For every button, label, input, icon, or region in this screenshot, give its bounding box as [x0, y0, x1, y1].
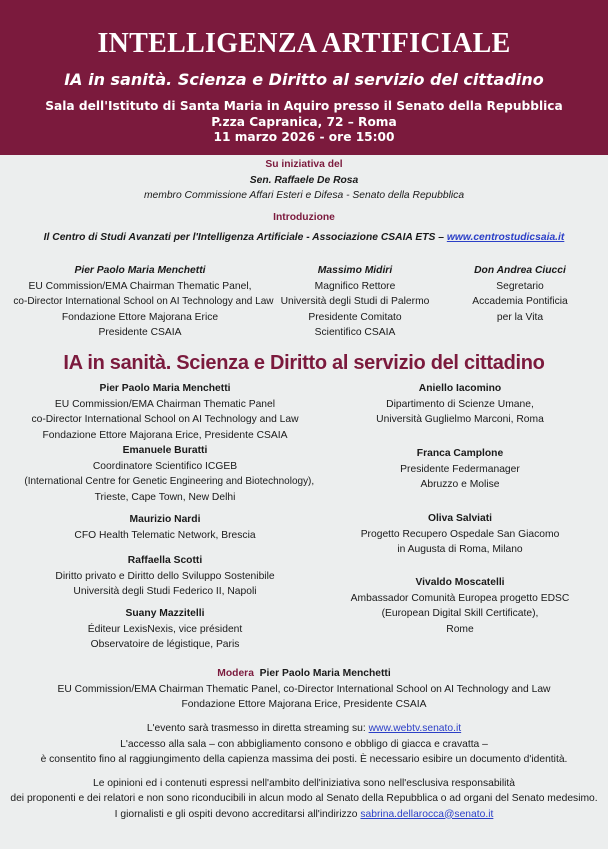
introduction-block — [0, 210, 608, 245]
speaker-name: Raffaella Scotti — [127, 555, 203, 566]
moderator-heading — [0, 666, 608, 682]
speaker-role: Presidente Federmanager — [400, 463, 520, 475]
speaker-role: Presidente CSAIA — [98, 327, 182, 338]
moderator-name: Pier Paolo Maria Menchetti — [259, 668, 391, 679]
speaker-role: Diritto privato e Diritto dello Sviluppo Sostenibile — [55, 570, 275, 582]
speaker-name: Franca Camplone — [416, 448, 504, 459]
initiative-name: Sen. Raffaele De Rosa — [249, 174, 359, 186]
footer-info — [0, 721, 608, 822]
speaker-role: Trieste, Cape Town, New Delhi — [94, 491, 236, 503]
initiative-label: Su iniziativa del — [265, 159, 343, 170]
speaker-role: EU Commission/EMA Chairman Thematic Panel, — [28, 280, 252, 292]
csaia-website-link[interactable]: www.centrostudicsaia.it — [446, 231, 565, 243]
introduction-text — [0, 230, 608, 246]
panel-speaker-2 — [20, 443, 315, 505]
speaker-role: Ambassador Comunità Europea progetto EDSC — [350, 592, 570, 604]
speaker-role: Coordinatore Scientifico ICGEB — [92, 460, 238, 472]
speaker-role: EU Commission/EMA Chairman Thematic Panel — [54, 398, 276, 410]
event-address: P.zza Capranica, 72 – Roma — [211, 114, 397, 129]
speaker-role: Rome — [446, 623, 474, 635]
access-note: è consentito fino al raggiungimento della capienza massima dei posti. È necessario esibire un documento d'identità. — [40, 754, 568, 765]
speaker-name: Oliva Salviati — [427, 513, 493, 524]
press-email-link[interactable]: sabrina.dellarocca@senato.it — [360, 808, 494, 820]
panel-speaker-1 — [20, 381, 310, 443]
speaker-name: Emanuele Buratti — [122, 445, 208, 456]
event-venue-block — [0, 99, 608, 146]
speaker-name: Pier Paolo Maria Menchetti — [99, 383, 231, 394]
disclaimer: Le opinioni ed i contenuti espressi nell'ambito dell'iniziativa sono nell'esclusiva responsabilità — [92, 777, 516, 789]
speaker-role: (International Centre for Genetic Engineering and Biotechnology), — [24, 476, 315, 487]
panel-speaker-3 — [20, 512, 310, 543]
speaker-role: CFO Health Telematic Network, Brescia — [74, 529, 256, 541]
speaker-role: Accademia Pontificia — [472, 296, 568, 307]
moderator-label: Modera — [217, 668, 254, 679]
speaker-role: Observatoire de légistique, Paris — [90, 639, 240, 650]
speaker-role: co-Director International School on AI Technology and Law — [31, 414, 299, 425]
speaker-role: Università Guglielmo Marconi, Roma — [376, 414, 544, 425]
disclaimer: dei proponenti e dei relatori e non sono riconducibili in alcun modo al Senato della Repubblica o ad organi del Senato medesimo. — [10, 793, 598, 804]
intro-speaker-3 — [460, 263, 580, 325]
intro-speaker-2 — [280, 263, 430, 341]
speaker-role: Fondazione Ettore Majorana Erice — [61, 311, 219, 323]
section-title: IA in sanità. Scienza e Diritto al servizio del cittadino — [63, 352, 545, 374]
introduction-org: Il Centro di Studi Avanzati per l'Intelligenza Artificiale - Associazione CSAIA ETS – — [43, 231, 447, 243]
speaker-role: Scientifico CSAIA — [314, 327, 396, 338]
speaker-role: Università degli Studi di Palermo — [280, 296, 430, 307]
press-note — [0, 807, 608, 823]
panel-speaker-8 — [340, 511, 580, 558]
speaker-name: Aniello Iacomino — [418, 383, 502, 394]
panel-speaker-7 — [340, 446, 580, 493]
speaker-name: Vivaldo Moscatelli — [415, 577, 505, 588]
moderator-role: Fondazione Ettore Majorana Erice, Presidente CSAIA — [181, 699, 427, 710]
press-text: I giornalisti e gli ospiti devono accreditarsi all'indirizzo — [114, 808, 361, 820]
access-note: L'accesso alla sala – con abbigliamento consono e obbligo di giacca e cravatta – — [120, 738, 488, 750]
intro-speaker-1 — [10, 263, 274, 341]
speaker-role: (European Digital Skill Certificate), — [381, 608, 539, 619]
speaker-role: Presidente Comitato — [308, 311, 402, 323]
speaker-name: Don Andrea Ciucci — [474, 265, 566, 276]
introduction-label: Introduzione — [273, 212, 335, 223]
speaker-role: Éditeur LexisNexis, vice président — [87, 623, 243, 635]
event-title: INTELLIGENZA ARTIFICIALE — [97, 28, 511, 59]
streaming-text: L'evento sarà trasmesso in diretta streaming su: — [146, 723, 369, 734]
streaming-note — [0, 721, 608, 737]
speaker-role: Università degli Studi Federico II, Napoli — [73, 586, 257, 597]
header-banner — [0, 0, 608, 155]
moderator-block — [0, 666, 608, 713]
panel-speaker-4 — [20, 553, 310, 600]
speaker-name: Maurizio Nardi — [129, 514, 201, 525]
event-datetime: 11 marzo 2026 - ore 15:00 — [213, 130, 395, 144]
speaker-name: Suany Mazzitelli — [125, 608, 205, 619]
speaker-role: per la Vita — [496, 311, 544, 323]
panel-speaker-6 — [340, 381, 580, 428]
webtv-link[interactable]: www.webtv.senato.it — [368, 723, 462, 734]
speaker-role: Segretario — [496, 280, 544, 292]
moderator-role: EU Commission/EMA Chairman Thematic Panel, co-Director International School on AI Technology and Law — [57, 683, 551, 695]
initiative-block — [0, 157, 608, 204]
speaker-role: Progetto Recupero Ospedale San Giacomo — [360, 528, 560, 540]
initiative-role: membro Commissione Affari Esteri e Difesa - Senato della Repubblica — [143, 190, 465, 201]
speaker-role: Abruzzo e Molise — [420, 479, 500, 490]
speaker-role: Magnifico Rettore — [314, 280, 396, 292]
event-subtitle: IA in sanità. Scienza e Diritto al servizio del cittadino — [64, 70, 544, 89]
speaker-role: Dipartimento di Scienze Umane, — [386, 398, 534, 410]
panel-speaker-9 — [340, 575, 580, 637]
event-venue: Sala dell'Istituto di Santa Maria in Aquiro presso il Senato della Repubblica — [45, 99, 563, 113]
speaker-role: co-Director International School on AI Technology and Law — [13, 296, 274, 307]
speaker-name: Pier Paolo Maria Menchetti — [74, 265, 206, 276]
speaker-name: Massimo Midiri — [317, 265, 393, 276]
panel-speaker-5 — [20, 606, 310, 653]
speaker-role: in Augusta di Roma, Milano — [397, 544, 523, 555]
speaker-role: Fondazione Ettore Majorana Erice, Presidente CSAIA — [42, 429, 288, 441]
